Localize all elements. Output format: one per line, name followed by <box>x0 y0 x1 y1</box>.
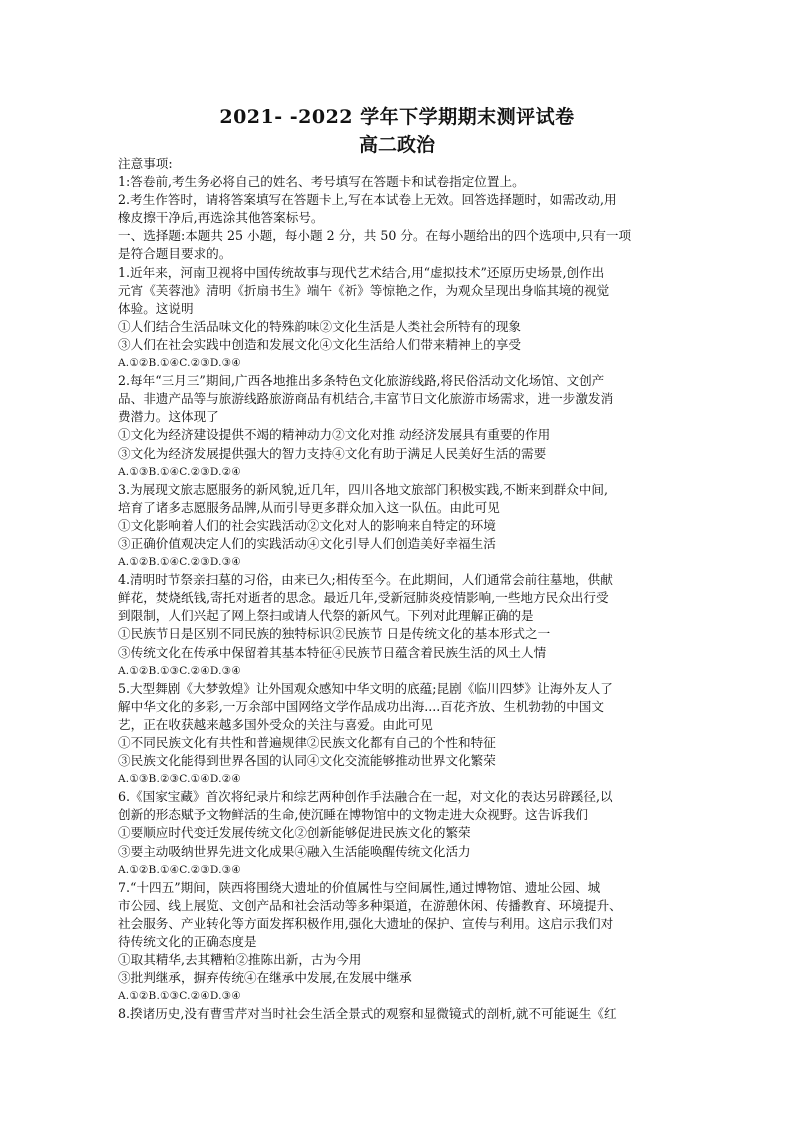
question-statement: ③文化为经济发展提供强大的智力支持④文化有助于满足人民美好生活的需要 <box>118 445 547 461</box>
question-stem: 到限制，人们兴起了网上祭扫或请人代祭的新风气。下列对此理解正确的是 <box>118 608 534 624</box>
question-stem: 4.清明时节祭亲扫墓的习俗，由来已久;相传至今。在此期间，人们通常会前往墓地，供献 <box>118 572 613 588</box>
note-line: 1:答卷前,考生务必将自己的姓名、考号填写在答题卡和试卷指定位置上。 <box>118 174 525 190</box>
question-stem: 待传统文化的正确态度是 <box>118 934 257 950</box>
question-stem: 培育了诸多志愿服务品牌,从而引导更多群众加入这一队伍。由此可见 <box>118 499 500 515</box>
question-stem: 鲜花，焚烧纸钱,寄托对逝者的思念。最近几年,受新冠肺炎疫情影响,一些地方民众出行受 <box>118 590 609 606</box>
question-statement: ①要顺应时代变迁发展传统文化②创新能够促进民族文化的繁荣 <box>118 825 471 841</box>
question-options: A.①②B.①④C.②③D.③④ <box>118 863 241 876</box>
question-stem: 7.“十四五”期间，陕西将围绕大遗址的价值属性与空间属性,通过博物馆、遗址公园、城 <box>118 879 601 895</box>
question-options: A.①③B.②③C.①④D.②④ <box>118 773 241 786</box>
note-line: 2.考生作答时，请将答案填写在答题卡上,写在本试卷上无效。回答选择题时，如需改动,用 <box>118 192 617 208</box>
question-statement: ①文化为经济建设提供不竭的精神动力②文化对推 动经济发展具有重要的作用 <box>118 427 551 443</box>
question-8 <box>118 1005 686 1023</box>
question-stem: 1.近年来，河南卫视将中国传统故事与现代艺术结合,用“虚拟技术”还原历史场景,创作出 <box>118 264 605 280</box>
question-stem: 品、非遗产品等与旅游线路旅游商品有机结合,丰富节日文化旅游市场需求，进一步激发消 <box>118 391 614 407</box>
question-options: A.①②B.①④C.②③D.③④ <box>118 556 241 569</box>
question-2 <box>118 372 686 481</box>
question-1 <box>118 264 686 373</box>
question-statement: ③传统文化在传承中保留着其基本特征④民族节日蕴含着民族生活的风土人情 <box>118 644 547 660</box>
question-stem: 3.为展现文旅志愿服务的新风貌,近几年，四川各地文旅部门积极实践,不断来到群众中间, <box>118 481 608 497</box>
question-6 <box>118 788 686 878</box>
exam-header <box>0 104 794 158</box>
section-instruction: 一、选择题:本题共 25 小题，每小题 2 分，共 50 分。在每小题给出的四个选项中,只有一项 <box>118 228 632 244</box>
notes-heading: 注意事项: <box>118 156 173 171</box>
page-subtitle: 高二政治 <box>358 134 435 156</box>
question-stem: 费潜力。这体现了 <box>118 409 219 425</box>
question-statement: ③批判继承，摒弃传统④在继承中发展,在发展中继承 <box>118 970 412 986</box>
page-title: 2021- -2022 学年下学期期末测评试卷 <box>219 106 575 128</box>
question-stem: 创新的形态赋予文物鲜活的生命,使沉睡在博物馆中的文物走进大众视野。这告诉我们 <box>118 807 588 823</box>
question-statement: ③正确价值观决定人们的实践活动④文化引导人们创造美好幸福生活 <box>118 535 496 551</box>
question-stem: 8.揆诸历史,没有曹雪芹对当时社会生活全景式的观察和显微镜式的剖析,就不可能诞生《红 <box>118 1006 617 1022</box>
question-statement: ①民族节日是区别不同民族的独特标识②民族节 日是传统文化的基本形式之一 <box>118 626 551 642</box>
question-stem: 解中华文化的多彩,一万余部中国网络文学作品成功出海....百花齐放、生机勃勃的中国文 <box>118 698 604 714</box>
question-7 <box>118 879 686 1006</box>
question-statement: ①取其精华,去其糟粕②推陈出新，古为今用 <box>118 952 362 968</box>
question-5 <box>118 680 686 789</box>
question-statement: ①文化影响着人们的社会实践活动②文化对人的影响来自特定的环境 <box>118 517 496 533</box>
question-stem: 2.每年“三月三”期间,广西各地推出多条特色文化旅游线路,将民俗活动文化场馆、文创产 <box>118 373 605 389</box>
question-options: A.①②B.①④C.②③D.③④ <box>118 357 241 370</box>
question-3 <box>118 481 686 571</box>
note-line: 橡皮擦干净后,再选涂其他答案标号。 <box>118 210 324 226</box>
question-stem: 6.《国家宝藏》首次将纪录片和综艺两种创作手法融合在一起，对文化的表达另辟蹊径,以 <box>118 789 613 805</box>
question-stem: 5.大型舞剧《大梦敦煌》让外国观众感知中华文明的底蕴;昆剧《临川四梦》让海外友人了 <box>118 680 613 696</box>
question-statement: ①不同民族文化有共性和普遍规律②民族文化都有自己的个性和特征 <box>118 735 496 750</box>
question-options: A.①②B.①③C.②④D.③④ <box>118 990 241 1003</box>
question-stem: 体验。这说明 <box>118 300 194 316</box>
section-instruction: 是符合题目要求的。 <box>118 246 232 262</box>
question-stem: 市公园、线上展览、文创产品和社会活动等多种渠道，在游憩休闲、传播教育、环境提升、 <box>118 897 622 913</box>
question-statement: ③要主动吸纳世界先进文化成果④融入生活能唤醒传统文化活力 <box>118 843 471 859</box>
question-statement: ①人们结合生活品味文化的特殊韵味②文化生活是人类社会所特有的现象 <box>118 318 521 334</box>
exam-content <box>118 155 686 1024</box>
question-statement: ③人们在社会实践中创造和发展文化④文化生活给人们带来精神上的享受 <box>118 336 521 352</box>
question-4 <box>118 571 686 680</box>
question-stem: 元宵《芙蓉池》清明《折扇书生》端午《祈》等惊艳之作，为观众呈现出身临其境的视觉 <box>118 282 610 298</box>
question-statement: ③民族文化能得到世界各国的认同④文化交流能够推动世界文化繁荣 <box>118 753 496 769</box>
question-options: A.①③B.①④C.②③D.②④ <box>118 465 241 478</box>
question-stem: 社会服务、产业转化等方面发挥积极作用,强化大遗址的保护、宣传与利用。这启示我们对 <box>118 915 614 931</box>
question-stem: 艺，正在收获越来越多国外受众的关注与喜爱。由此可见 <box>118 716 433 732</box>
question-options: A.①②B.①③C.②④D.③④ <box>118 664 241 677</box>
